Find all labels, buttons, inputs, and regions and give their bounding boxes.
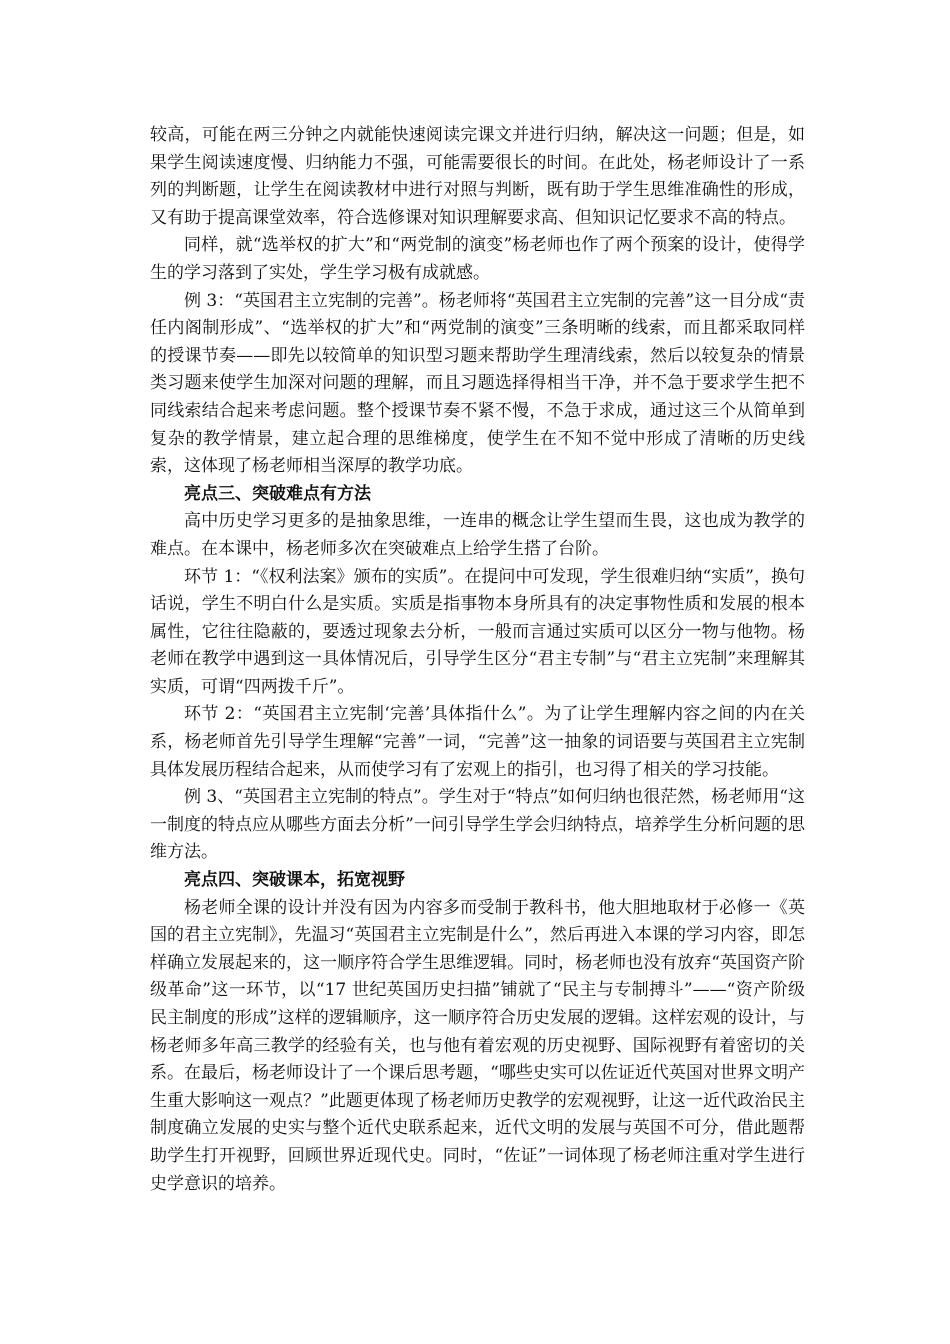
paragraph-8: 杨老师全课的设计并没有因为内容多而受制于教科书，他大胆地取材于必修一《英国的君主立宪制》，先温习“英国君主立宪制是什么”，然后再进入本课的学习内容，即怎样确立发展起来的，这一顺序符合学生思维逻辑。同时，杨老师也没有放弃“英国资产阶级革命”这一环节，以“17 世纪英国历史扫描”铺就了“民主与专制搏斗”——“资产阶级民主制度的形成”这样的逻辑顺序，这一顺序符合历史发展的逻辑。这样宏观的设计，与杨老师多年高三教学的经验有关，也与他有着宏观的历史视野、国际视野有着密切的关系。在最后，杨老师设计了一个课后思考题，“哪些史实可以佐证近代英国对世界文明产生重大影响这一观点？”此题更体现了杨老师历史教学的宏观视野，让这一近代政治民主制度确立发展的史实与整个近代史联系起来，近代文明的发展与英国不可分，借此题帮助学生打开视野，回顾世界近现代史。同时，“佐证”一词体现了杨老师注重对学生进行史学意识的培养。 (150, 897, 805, 1194)
paragraph-4: 高中历史学习更多的是抽象思维，一连串的概念让学生望而生畏，这也成为教学的难点。在本课中，杨老师多次在突破难点上给学生搭了台阶。 (150, 511, 805, 559)
document-page (150, 122, 805, 1198)
paragraph-1: 较高，可能在两三分钟之内就能快速阅读完课文并进行归纳，解决这一问题；但是，如果学生阅读速度慢、归纳能力不强，可能需要很长的时间。在此处，杨老师设计了一系列的判断题，让学生在阅读教材中进行对照与判断，既有助于学生思维准确性的形成，又有助于提高课堂效率，符合选修课对知识理解要求高、但知识记忆要求不高的特点。 (150, 125, 805, 228)
section-heading-4: 亮点四、突破课本，拓宽视野 (184, 870, 405, 891)
section-heading-3: 亮点三、突破难点有方法 (184, 483, 371, 504)
paragraph-7: 例 3、“英国君主立宪制的特点”。学生对于“特点”如何归纳也很茫然，杨老师用“这一制度的特点应从哪些方面去分析”一问引导学生学会归纳特点，培养学生分析问题的思维方法。 (150, 787, 805, 863)
paragraph-6: 环节 2：“英国君主立宪制‘完善’具体指什么”。为了让学生理解内容之间的内在关系，杨老师首先引导学生理解“完善”一词，“完善”这一抽象的词语要与英国君主立宪制具体发展历程结合起来，从而使学习有了宏观上的指引，也习得了相关的学习技能。 (150, 704, 805, 780)
paragraph-3: 例 3：“英国君主立宪制的完善”。杨老师将“英国君主立宪制的完善”这一目分成“责任内阁制形成”、“选举权的扩大”和“两党制的演变”三条明晰的线索，而且都采取同样的授课节奏——即先以较简单的知识型习题来帮助学生理清线索，然后以较复杂的情景类习题来使学生加深对问题的理解，而且习题选择得相当干净，并不急于要求学生把不同线索结合起来考虑问题。整个授课节奏不紧不慢，不急于求成，通过这三个从简单到复杂的教学情景，建立起合理的思维梯度，使学生在不知不觉中形成了清晰的历史线索，这体现了杨老师相当深厚的教学功底。 (150, 290, 805, 477)
paragraph-2: 同样，就“选举权的扩大”和“两党制的演变”杨老师也作了两个预案的设计，使得学生的学习落到了实处，学生学习极有成就感。 (150, 235, 805, 283)
paragraph-5: 环节 1：“《权利法案》颁布的实质”。在提问中可发现，学生很难归纳“实质”，换句话说，学生不明白什么是实质。实质是指事物本身所具有的决定事物性质和发展的根本属性，它往往隐蔽的，要透过现象去分析，一般而言通过实质可以区分一物与他物。杨老师在教学中遇到这一具体情况后，引导学生区分“君主专制”与“君主立宪制”来理解其实质，可谓“四两拨千斤”。 (150, 566, 805, 697)
